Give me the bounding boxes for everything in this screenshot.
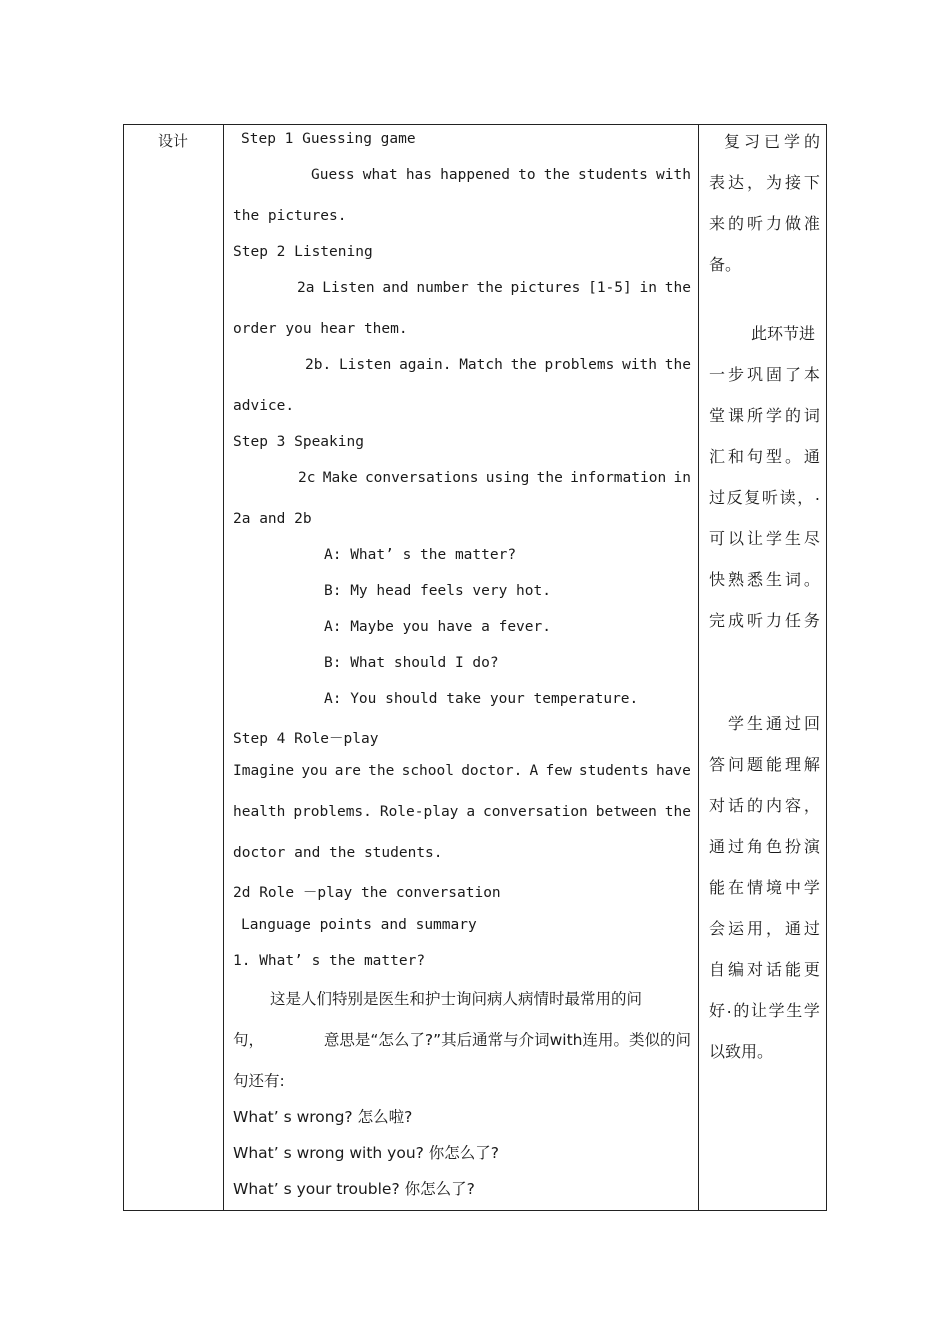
note-char: 通 bbox=[709, 837, 726, 856]
note-char: ， bbox=[797, 488, 814, 507]
lesson-word: with bbox=[622, 357, 658, 373]
note-char: 通 bbox=[765, 714, 782, 733]
note-line bbox=[709, 875, 820, 898]
lesson-line: advice. bbox=[233, 398, 295, 414]
note-char: 尽 bbox=[803, 529, 820, 548]
note-char: 会 bbox=[709, 919, 726, 938]
lesson-line: A: What’ s the matter? bbox=[324, 547, 517, 563]
note-char: 的 bbox=[733, 1001, 750, 1020]
lesson-word: and bbox=[382, 280, 409, 296]
note-char: 通 bbox=[784, 919, 801, 938]
note-char: 学 bbox=[765, 406, 782, 425]
lesson-word: 这是人们特别是医生和护士询问病人病情时最常用的问 bbox=[270, 990, 643, 1008]
lesson-line bbox=[233, 804, 691, 820]
note-char: 能 bbox=[765, 755, 782, 774]
note-char: 扮 bbox=[784, 837, 801, 856]
note-char: 接 bbox=[784, 173, 801, 192]
note-line bbox=[709, 752, 820, 775]
note-char: 准 bbox=[803, 214, 820, 233]
note-line bbox=[709, 916, 820, 939]
lesson-line: A: Maybe you have a fever. bbox=[324, 619, 551, 635]
note-char: 快 bbox=[709, 570, 726, 589]
note-char: 已 bbox=[763, 132, 780, 151]
note-char: 生 bbox=[786, 1001, 803, 1020]
note-char: 让 bbox=[751, 1001, 768, 1020]
lesson-word: have bbox=[655, 763, 691, 779]
note-char: 课 bbox=[727, 406, 744, 425]
note-char: 情 bbox=[746, 878, 763, 897]
lesson-word: the bbox=[368, 763, 395, 779]
lesson-word: using bbox=[485, 470, 530, 486]
lesson-word: Make bbox=[322, 470, 358, 486]
note-char: 更 bbox=[803, 960, 820, 979]
lesson-word: in bbox=[673, 470, 691, 486]
lesson-word: happened bbox=[440, 167, 510, 183]
lesson-word: problems bbox=[544, 357, 615, 373]
lesson-line bbox=[270, 987, 691, 1009]
note-line: 以致用。 bbox=[709, 1042, 774, 1061]
note-char: 问 bbox=[727, 755, 744, 774]
note-char: 做 bbox=[784, 214, 801, 233]
note-char: 巩 bbox=[746, 365, 763, 384]
note-char: 编 bbox=[727, 960, 744, 979]
note-char: ， bbox=[765, 919, 782, 938]
note-line bbox=[709, 526, 820, 549]
note-char: 句 bbox=[746, 447, 763, 466]
note-char: 听 bbox=[761, 488, 778, 507]
note-line bbox=[709, 793, 820, 816]
note-char: 题 bbox=[746, 755, 763, 774]
note-char: 堂 bbox=[709, 406, 726, 425]
column-divider-1 bbox=[223, 125, 224, 1210]
note-char: 一 bbox=[709, 365, 726, 384]
note-char: 学 bbox=[783, 132, 800, 151]
note-char: 学 bbox=[768, 1001, 785, 1020]
lesson-word: doctor. bbox=[461, 763, 523, 779]
note-char: 悉 bbox=[746, 570, 763, 589]
column-divider-2 bbox=[698, 125, 699, 1210]
note-char: 和 bbox=[727, 447, 744, 466]
note-char: 词 bbox=[784, 570, 801, 589]
note-char: 完 bbox=[709, 611, 726, 630]
note-char: 答 bbox=[709, 755, 726, 774]
note-char: 的 bbox=[727, 214, 744, 233]
lesson-line bbox=[233, 763, 691, 779]
note-char: 务 bbox=[803, 611, 820, 630]
lesson-line: Step 3 Speaking bbox=[233, 434, 364, 450]
lesson-line: 句还有: bbox=[233, 1072, 285, 1090]
note-char: 学 bbox=[728, 714, 745, 733]
lesson-word: A bbox=[529, 763, 539, 779]
lesson-word: [1-5] bbox=[588, 280, 632, 296]
note-char: 学 bbox=[803, 1001, 820, 1020]
note-char: 熟 bbox=[727, 570, 744, 589]
note-char: 下 bbox=[803, 173, 820, 192]
note-char: 所 bbox=[746, 406, 763, 425]
note-line bbox=[709, 608, 820, 631]
note-line bbox=[709, 485, 820, 508]
note-char: 成 bbox=[727, 611, 744, 630]
row-label: 设计 bbox=[158, 132, 189, 150]
lesson-word: again. bbox=[399, 357, 452, 373]
note-char: 复 bbox=[724, 132, 741, 151]
note-char: 演 bbox=[803, 837, 820, 856]
note-line bbox=[709, 444, 820, 467]
lesson-word: 意思是“怎么了?”其后通常与介词with连用。类似的问 bbox=[323, 1031, 691, 1049]
note-char: 。 bbox=[803, 570, 820, 589]
lesson-word: Role-play bbox=[379, 804, 459, 820]
lesson-table bbox=[123, 124, 827, 1211]
lesson-word: Listen bbox=[338, 357, 392, 373]
note-char: 力 bbox=[765, 214, 782, 233]
note-char: 话 bbox=[765, 960, 782, 979]
lesson-word: Listen bbox=[322, 280, 375, 296]
note-char: 听 bbox=[746, 611, 763, 630]
lesson-word: problems. bbox=[293, 804, 372, 820]
lesson-word: between bbox=[595, 804, 657, 820]
lesson-line bbox=[298, 470, 691, 486]
lesson-word: information bbox=[570, 470, 667, 486]
lesson-word: Guess bbox=[311, 167, 355, 183]
note-char: 解 bbox=[803, 755, 820, 774]
note-char: 步 bbox=[727, 365, 744, 384]
note-char: 表 bbox=[709, 173, 726, 192]
note-char: 中 bbox=[784, 878, 801, 897]
note-line bbox=[709, 957, 820, 980]
note-char: 能 bbox=[709, 878, 726, 897]
note-char: 。 bbox=[784, 447, 801, 466]
note-line: 备。 bbox=[709, 255, 742, 274]
lesson-word: students bbox=[578, 763, 649, 779]
note-char: 来 bbox=[709, 214, 726, 233]
lesson-word: with bbox=[656, 167, 691, 183]
note-char: 理 bbox=[784, 755, 801, 774]
lesson-word: Imagine bbox=[233, 763, 295, 779]
lesson-word: conversation bbox=[483, 804, 588, 820]
note-char: 读 bbox=[779, 488, 796, 507]
note-char: 话 bbox=[727, 796, 744, 815]
note-char: 的 bbox=[746, 796, 763, 815]
lesson-line bbox=[233, 1028, 691, 1050]
note-line bbox=[709, 567, 820, 590]
note-char: 对 bbox=[709, 796, 726, 815]
note-char: 学 bbox=[765, 529, 782, 548]
lesson-word: the bbox=[510, 357, 537, 373]
lesson-line: B: What should I do? bbox=[324, 655, 499, 671]
lesson-line: Step 1 Guessing game bbox=[241, 131, 416, 147]
note-char: 词 bbox=[803, 406, 820, 425]
note-char: 过 bbox=[727, 837, 744, 856]
lesson-word: conversations bbox=[364, 470, 479, 486]
note-char: 用 bbox=[746, 919, 763, 938]
note-line: 此环节进 bbox=[751, 324, 816, 343]
note-char: 了 bbox=[784, 365, 801, 384]
note-char: 角 bbox=[746, 837, 763, 856]
lesson-line: B: My head feels very hot. bbox=[324, 583, 551, 599]
lesson-line: What’ s wrong? 怎么啦? bbox=[233, 1108, 413, 1126]
note-line bbox=[728, 711, 820, 734]
lesson-word: the bbox=[664, 357, 691, 373]
lesson-word: in bbox=[639, 280, 657, 296]
lesson-line bbox=[305, 357, 691, 373]
note-char: 通 bbox=[803, 447, 820, 466]
note-char: 复 bbox=[744, 488, 761, 507]
lesson-word: number bbox=[416, 280, 469, 296]
lesson-line: A: You should take your temperature. bbox=[324, 691, 639, 707]
note-char: 型 bbox=[765, 447, 782, 466]
note-char: 听 bbox=[746, 214, 763, 233]
note-char: 让 bbox=[746, 529, 763, 548]
lesson-line: 2d Role －play the conversation bbox=[233, 885, 501, 901]
note-line bbox=[709, 403, 820, 426]
note-char: 好 bbox=[709, 1001, 726, 1020]
lesson-word: the bbox=[664, 804, 691, 820]
note-char: 汇 bbox=[709, 447, 726, 466]
lesson-line: 2a and 2b bbox=[233, 511, 312, 527]
lesson-word: a bbox=[466, 804, 476, 820]
note-char: 为 bbox=[765, 173, 782, 192]
lesson-word: Match bbox=[459, 357, 503, 373]
note-line bbox=[709, 362, 820, 385]
note-char: 容 bbox=[784, 796, 801, 815]
note-char: 过 bbox=[803, 919, 820, 938]
note-char: 力 bbox=[765, 611, 782, 630]
note-char: 学 bbox=[803, 878, 820, 897]
lesson-line: What’ s wrong with you? 你怎么了? bbox=[233, 1144, 500, 1162]
lesson-line: Language points and summary bbox=[241, 917, 477, 933]
note-line bbox=[709, 211, 820, 234]
note-char: 以 bbox=[727, 529, 744, 548]
note-char: 的 bbox=[803, 132, 820, 151]
lesson-word: 句， bbox=[233, 1031, 265, 1049]
note-char: 反 bbox=[726, 488, 743, 507]
lesson-word: has bbox=[405, 167, 433, 183]
note-char: 能 bbox=[784, 960, 801, 979]
lesson-word: school bbox=[401, 763, 454, 779]
lesson-line: Step 4 Role－play bbox=[233, 731, 379, 747]
note-char: 运 bbox=[727, 919, 744, 938]
note-char: 习 bbox=[743, 132, 760, 151]
lesson-word: the bbox=[476, 280, 503, 296]
note-char: 回 bbox=[803, 714, 820, 733]
note-char: . bbox=[726, 998, 732, 1017]
lesson-word: to bbox=[518, 167, 536, 183]
note-char: ， bbox=[746, 173, 763, 192]
note-char: 生 bbox=[746, 714, 763, 733]
note-line bbox=[709, 998, 820, 1021]
lesson-line: order you hear them. bbox=[233, 321, 408, 337]
note-char: 对 bbox=[746, 960, 763, 979]
note-char: 固 bbox=[765, 365, 782, 384]
note-char: 在 bbox=[727, 878, 744, 897]
lesson-line: What’ s your trouble? 你怎么了? bbox=[233, 1180, 475, 1198]
note-line bbox=[709, 834, 820, 857]
lesson-word: 2c bbox=[298, 470, 316, 486]
note-char: 生 bbox=[765, 570, 782, 589]
lesson-line: Step 2 Listening bbox=[233, 244, 373, 260]
note-char: 本 bbox=[803, 365, 820, 384]
note-char: 过 bbox=[784, 714, 801, 733]
note-char: 自 bbox=[709, 960, 726, 979]
lesson-word: few bbox=[545, 763, 572, 779]
note-char: ， bbox=[803, 796, 820, 815]
lesson-word: you bbox=[301, 763, 328, 779]
lesson-line bbox=[311, 167, 691, 183]
lesson-line bbox=[297, 280, 691, 296]
lesson-word: the bbox=[664, 280, 691, 296]
lesson-line: the pictures. bbox=[233, 208, 347, 224]
note-line bbox=[709, 170, 820, 193]
lesson-word: health bbox=[233, 804, 286, 820]
lesson-word: students bbox=[578, 167, 648, 183]
lesson-word: pictures bbox=[510, 280, 581, 296]
note-char: 的 bbox=[784, 406, 801, 425]
note-line bbox=[724, 129, 820, 152]
lesson-line: 1. What’ s the matter? bbox=[233, 953, 426, 969]
lesson-word: 2a bbox=[297, 280, 315, 296]
note-char: 过 bbox=[709, 488, 726, 507]
lesson-word: the bbox=[536, 470, 563, 486]
note-char: 任 bbox=[784, 611, 801, 630]
lesson-word: what bbox=[362, 167, 398, 183]
note-char: . bbox=[814, 485, 820, 504]
note-char: 境 bbox=[765, 878, 782, 897]
note-char: 达 bbox=[727, 173, 744, 192]
note-char: 可 bbox=[709, 529, 726, 548]
note-char: 生 bbox=[784, 529, 801, 548]
lesson-word: the bbox=[543, 167, 570, 183]
lesson-line: doctor and the students. bbox=[233, 845, 443, 861]
lesson-word: 2b. bbox=[305, 357, 332, 373]
lesson-word: are bbox=[334, 763, 361, 779]
note-char: 内 bbox=[765, 796, 782, 815]
note-char: 色 bbox=[765, 837, 782, 856]
